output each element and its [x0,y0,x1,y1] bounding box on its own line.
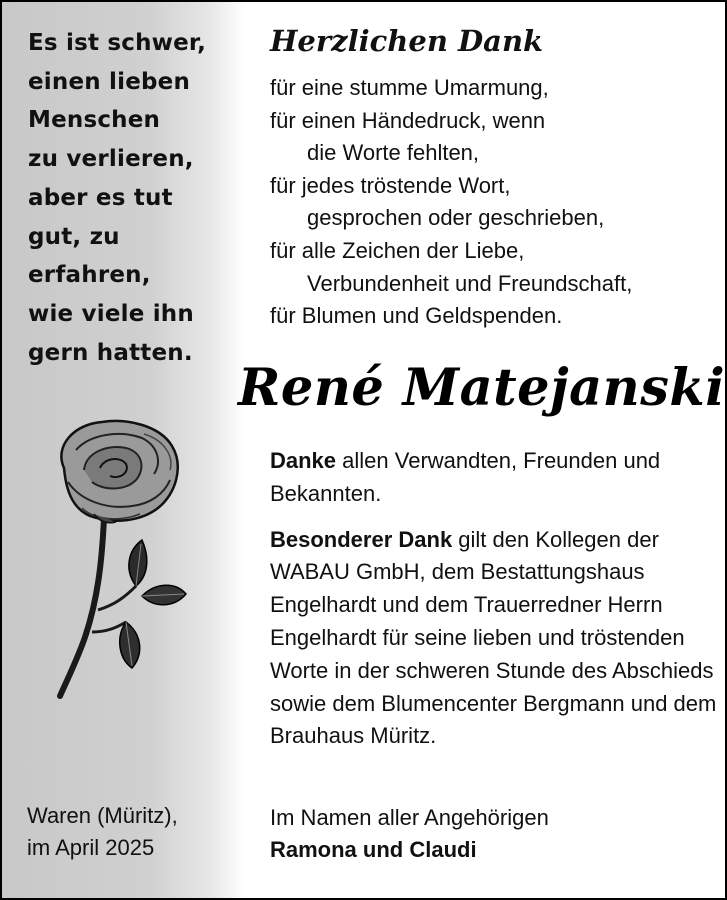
thanks-line: die Worte fehlten, [307,140,480,166]
signature-names: Ramona und Claudi [270,837,477,862]
date: im April 2025 [27,835,155,860]
thanks-line: gesprochen oder geschrieben, [307,205,605,231]
signature-line: Im Namen aller Angehörigen [270,805,549,830]
place-and-date [27,800,178,864]
paragraph-bold: Besonderer Dank [270,526,453,552]
left-panel [2,2,245,898]
paragraph-text: allen Verwandten, Freunden und Bekannten. [270,448,661,506]
quote-line: gut, zu [28,223,120,250]
heading: Herzlichen Dank [270,24,544,58]
thanks-list [270,72,632,333]
signature [270,802,549,866]
thanks-line: für jedes tröstende Wort, [270,172,511,198]
paragraph-bold: Danke [270,448,337,473]
thanks-line: für eine stumme Umarmung, [270,75,549,100]
quote-line: gern hatten. [28,339,193,366]
quote-line: Es ist schwer, [28,30,207,56]
quote-line: zu verlieren, [28,146,194,173]
thanks-line: für alle Zeichen der Liebe, [270,237,525,263]
place: Waren (Müritz), [27,803,178,828]
quote-line: aber es tut [28,184,173,211]
quote [28,24,238,372]
quote-line: erfahren, [28,262,151,289]
quote-line: einen lieben [28,68,191,95]
thanks-line: für Blumen und Geldspenden. [270,303,563,329]
quote-line: wie viele ihn [28,300,194,327]
body-text [270,445,720,766]
deceased-name: René Matejanski [238,358,726,418]
paragraph-text: gilt den Kollegen der WABAU GmbH, dem Bestattungshaus Engelhardt und dem Trauerredner Herrn Engelhardt für seine lieben und tröstenden Worte in der schweren Stunde des Abschieds sowie dem Blumencenter Bergmann und dem Brauhaus Müritz. [270,526,717,749]
rose-illustration-icon [24,410,224,710]
thanks-line: für einen Händedruck, wenn [270,107,546,133]
paragraph-special-thanks [270,524,720,754]
thanks-line: Verbundenheit und Freundschaft, [307,270,633,296]
paragraph-relatives [270,445,720,511]
quote-line: Menschen [28,107,161,134]
